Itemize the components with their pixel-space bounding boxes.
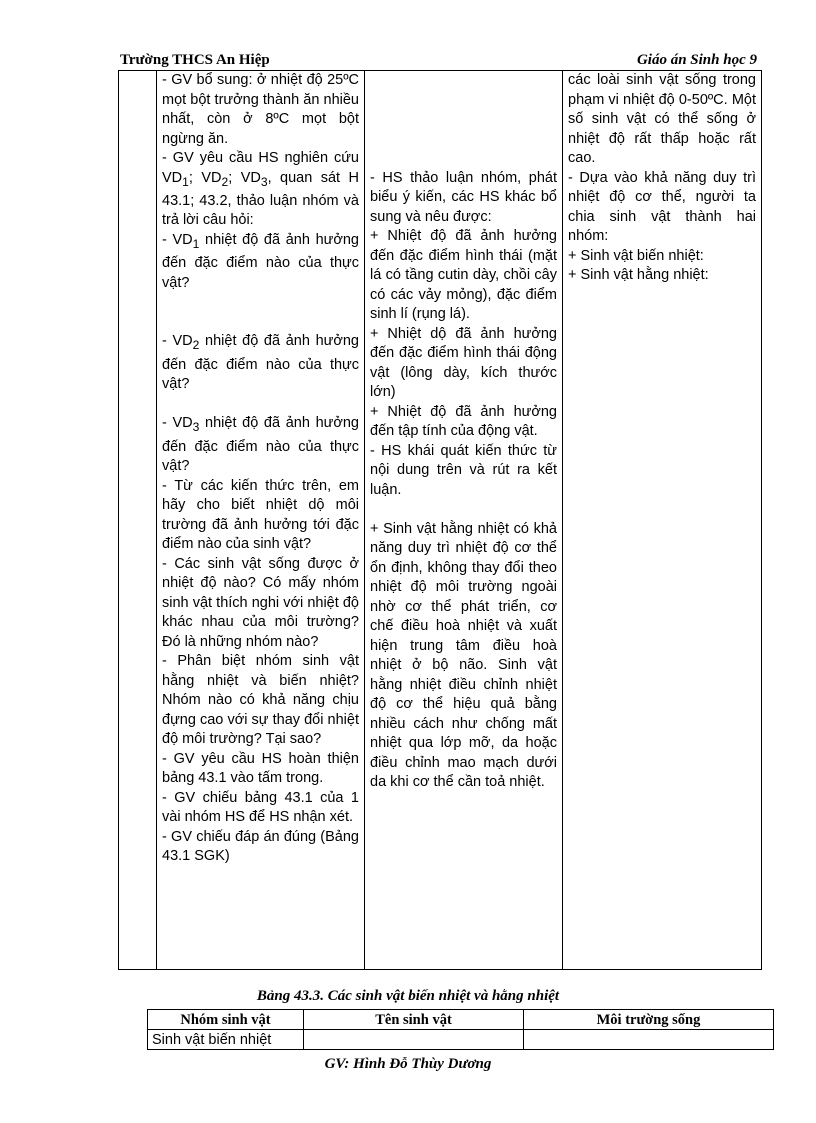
table-cell — [304, 1030, 524, 1050]
teacher-line: - Phân biệt nhóm sinh vật hằng nhiệt và biến nhiệt? Nhóm nào có khả năng chịu đựng cao với sự thay đổi nhiệt độ môi trường? Tại sao? — [162, 653, 359, 748]
teacher-line: - GV yêu cầu HS nghiên cứu $VD_1$; $VD_2$; $VD_3$, quan sát H 43.1; 43.2, thảo luận nhóm và trả lời câu hỏi: — [162, 150, 360, 229]
page-header — [120, 50, 757, 71]
table-caption: Bảng 43.3. Các sinh vật biến nhiệt và hằng nhiệt — [256, 988, 560, 1004]
content-line: + Sinh vật hằng nhiệt: — [568, 267, 709, 283]
blank-column-cell — [119, 71, 157, 970]
teacher-line: - $VD_3$ nhiệt độ đã ảnh hưởng đến đặc điểm nào của thực vật? — [162, 415, 359, 475]
column-header: Tên sinh vật — [304, 1010, 524, 1030]
vd-subscript: 1 — [192, 236, 200, 251]
student-line: + Nhiệt độ đã ảnh hưởng đến đặc điểm hình thái (mặt lá có tầng cutin dày, chồi cây có các vảy mỏng), đặc điểm sinh lí (rụng lá). — [370, 228, 557, 322]
organism-table — [147, 1009, 774, 1050]
teacher-line: - GV chiếu bảng 43.1 của 1 vài nhóm HS để HS nhận xét. — [162, 789, 359, 826]
lesson-table — [118, 70, 762, 970]
teacher-line: - Từ các kiến thức trên, em hãy cho biết nhiệt dộ môi trường đã ảnh hưởng tới đặc điểm nào của sinh vật? — [162, 477, 359, 553]
teacher-line: - GV yêu cầu HS hoàn thiện bảng 43.1 vào tấm trong. — [162, 750, 359, 787]
table-row — [148, 1030, 774, 1050]
school-name: Trường THCS An Hiệp — [120, 52, 270, 68]
student-line: + Nhiệt dộ đã ảnh hưởng đến đặc điểm hình thái động vật (lông dày, kích thước lớn) — [370, 325, 557, 400]
student-line: - HS thảo luận nhóm, phát biểu ý kiến, các HS khác bổ sung và nêu được: — [370, 169, 557, 225]
vd-subscript: 3 — [192, 420, 200, 435]
column-header: Môi trường sống — [524, 1010, 774, 1030]
vd-subscript: 1 — [182, 174, 189, 189]
teacher-signature: GV: Hình Đỗ Thùy Dương — [324, 1056, 492, 1072]
student-activity-cell — [365, 71, 563, 970]
teacher-line: - $VD_1$ nhiệt độ đã ảnh hưởng đến đặc điểm nào của thực vật? — [162, 231, 359, 291]
content-line: + Sinh vật biến nhiệt: — [568, 247, 704, 264]
vd-subscript: 3 — [260, 174, 268, 189]
vd-subscript: 2 — [192, 338, 200, 353]
subject-title: Giáo án Sinh học 9 — [636, 52, 757, 68]
student-line: - HS khái quát kiến thức từ nội dung trên và rút ra kết luận. — [370, 442, 557, 498]
table-header-row — [148, 1010, 774, 1030]
teacher-line: - GV chiếu đáp án đúng (Bảng 43.1 SGK) — [162, 828, 359, 865]
content-line: - Dựa vào khả năng duy trì nhiệt độ cơ thể, người ta chia sinh vật thành hai nhóm: — [568, 169, 756, 244]
table-cell: Sinh vật biến nhiệt — [148, 1030, 304, 1050]
column-header: Nhóm sinh vật — [148, 1010, 304, 1030]
teacher-line: - GV bổ sung: ở nhiệt độ 25ºC mọt bột trưởng thành ăn nhiều nhất, còn ở 8ºC mọt bột ngừng ăn. — [162, 72, 359, 147]
vd-subscript: 2 — [221, 174, 229, 189]
student-line: + Nhiệt độ đã ảnh hưởng đến tập tính của động vật. — [370, 403, 557, 439]
table-cell — [524, 1030, 774, 1050]
student-line: + Sinh vật hằng nhiệt có khả năng duy trì nhiệt độ cơ thể ổn định, không thay đổi theo nhiệt độ môi trường ngoài nhờ cơ thể phát triển, cơ chế điều hoà nhiệt và xuất hiện trung tâm điều hoà nhiệt ở bộ não. Sinh vật hằng nhiệt điều chỉnh nhiệt độ cơ thể hiệu quả bằng nhiều cách như chống mất nhiệt qua lớp mỡ, da hoặc điều chỉnh mao mạch dưới da khi cơ thể cần toả nhiệt. — [370, 520, 557, 790]
teacher-line: - $VD_2$ nhiệt độ đã ảnh hưởng đến đặc điểm nào của thực vật? — [162, 333, 359, 393]
teacher-line: - Các sinh vật sống được ở nhiệt độ nào? Có mấy nhóm sinh vật thích nghi với nhiệt độ khác nhau của môi trường? Đó là những nhóm nào? — [162, 555, 359, 650]
content-cell — [563, 71, 762, 970]
content-line: các loài sinh vật sống trong phạm vi nhiệt độ 0-50ºC. Một số sinh vật có thể sống ở nhiệt độ rất thấp hoặc rất cao. — [568, 72, 756, 166]
teacher-activity-cell — [157, 71, 365, 970]
